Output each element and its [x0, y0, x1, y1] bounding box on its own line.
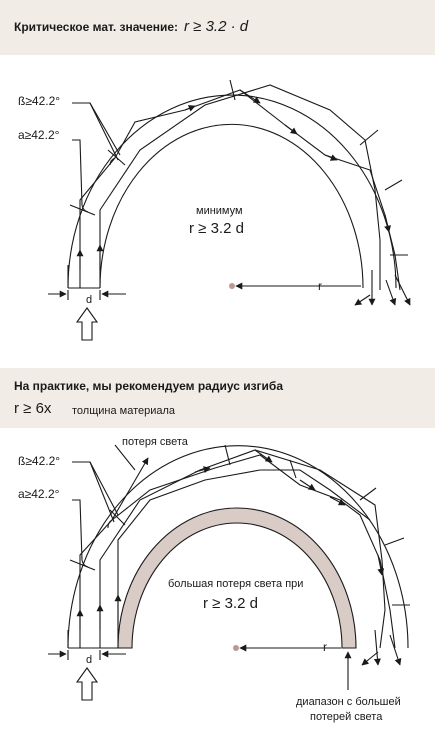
diagram-recommended-radius — [48, 445, 410, 700]
radius-label: r — [318, 279, 322, 293]
beta-leader — [72, 103, 120, 155]
center-formula: r ≥ 3.2 d — [189, 220, 244, 237]
radius-label-2: r — [323, 640, 327, 654]
alpha-leader — [72, 140, 82, 205]
beta-angle-label-2: ß≥42.2° — [18, 454, 61, 468]
input-arrow-icon — [77, 308, 97, 340]
alpha-leader-2 — [72, 500, 82, 560]
recommendation-label: На практике, мы рекомендуем радиус изгиба — [14, 379, 284, 393]
width-label-2: d — [86, 654, 93, 666]
outer-arc-2 — [68, 446, 408, 648]
light-ray-path — [80, 90, 400, 290]
width-label: d — [86, 294, 93, 306]
beta-angle-label: ß≥42.2° — [18, 94, 61, 108]
light-loss-label: потеря света — [122, 436, 188, 448]
critical-value-formula: r ≥ 3.2 · d — [184, 18, 249, 35]
light-ray-path-2 — [100, 85, 380, 290]
recommendation-formula-suffix: толщина материала — [72, 405, 176, 417]
input-arrow-icon-2 — [77, 668, 97, 700]
alpha-angle-label-2: a≥42.2° — [18, 487, 60, 501]
center-title: минимум — [196, 205, 243, 217]
range-note-line1: диапазон с большей — [296, 696, 401, 708]
center-title-2: большая потеря света при — [168, 578, 304, 590]
center-dot — [229, 283, 235, 289]
light-loss-ray — [112, 458, 148, 520]
range-note-line2: потерей света — [310, 711, 383, 723]
alpha-angle-label: a≥42.2° — [18, 128, 60, 142]
beta-leader-2 — [72, 462, 118, 515]
recommendation-formula: r ≥ 6x — [14, 400, 52, 417]
critical-value-label: Критическое мат. значение: — [14, 20, 179, 34]
center-dot-2 — [233, 645, 239, 651]
center-formula-2: r ≥ 3.2 d — [203, 595, 258, 612]
